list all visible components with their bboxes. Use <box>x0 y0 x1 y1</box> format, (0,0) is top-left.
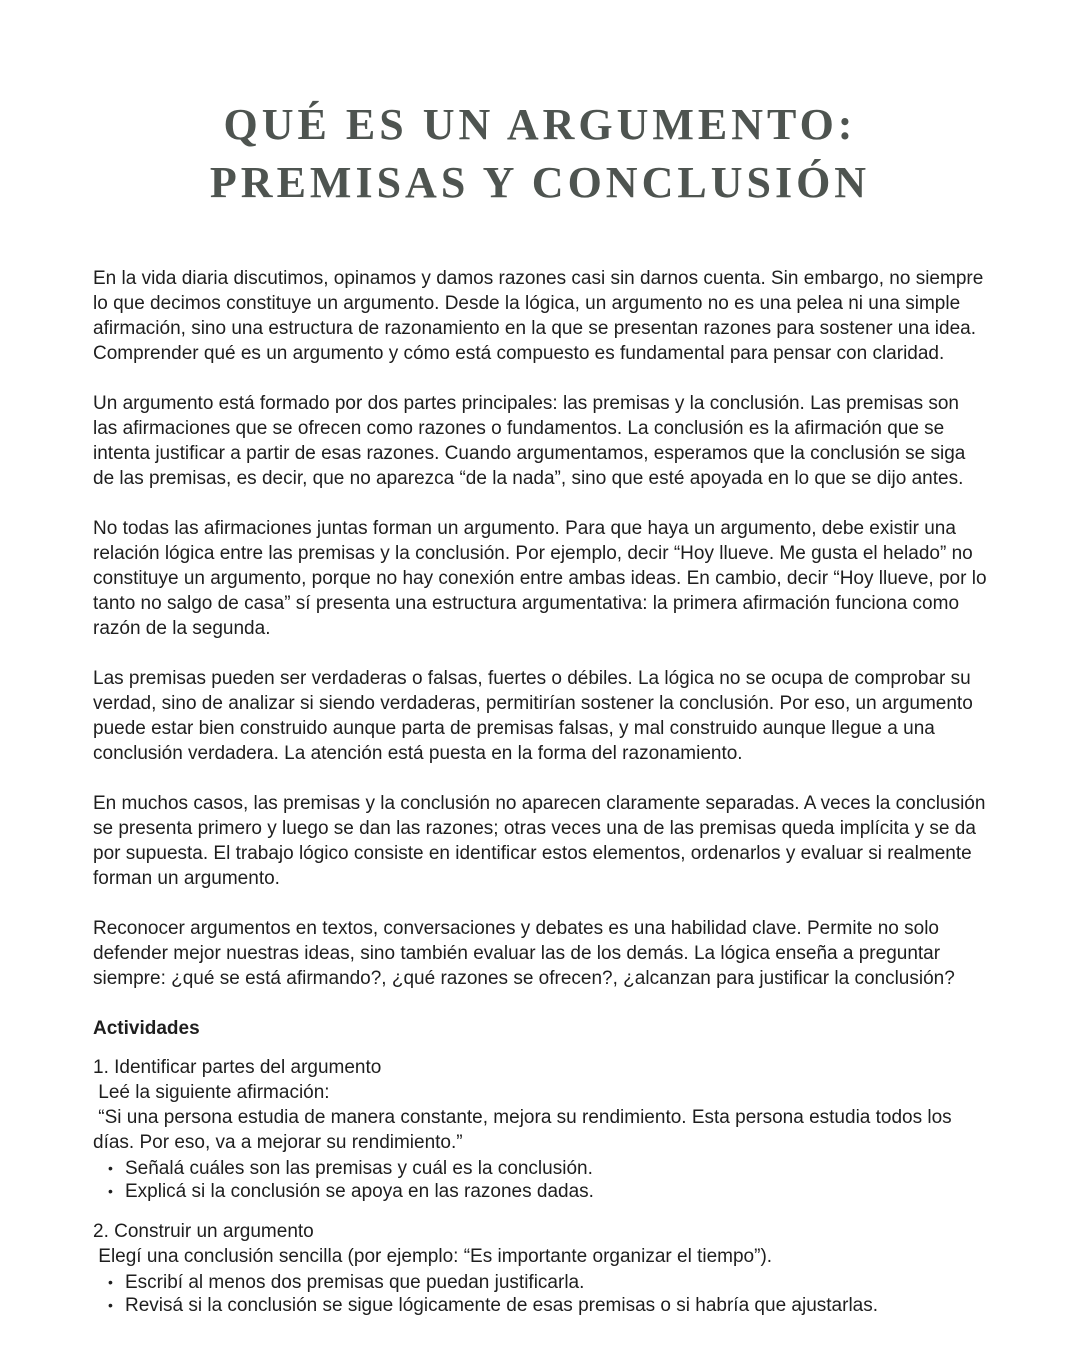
activity-1-bullet-1: Señalá cuáles son las premisas y cuál es la conclusión. <box>125 1158 593 1179</box>
activity-2-bullet-1: Escribí al menos dos premisas que puedan justificarla. <box>125 1272 585 1293</box>
activity-2-instruction: Elegí una conclusión sencilla (por ejemplo: “Es importante organizar el tiempo”). <box>93 1246 773 1267</box>
list-item <box>93 1271 987 1294</box>
page-title <box>93 96 987 212</box>
activity-2-title: 2. Construir un argumento <box>93 1221 314 1242</box>
list-item <box>93 1294 987 1317</box>
activity-1-title: 1. Identificar partes del argumento <box>93 1057 382 1078</box>
document-body <box>93 266 987 1317</box>
bullet-icon: • <box>108 1274 113 1290</box>
paragraph-true-false-premises: Las premisas pueden ser verdaderas o falsas, fuertes o débiles. La lógica no se ocupa de comprobar su verdad, sino de analizar si siendo verdaderas, permitirían sostener la conclusión. Por eso, un argumento puede estar bien construido aunque parta de premisas falsas, y mal construido aunque llegue a una conclusión verdadera. La atención está puesta en la forma del razonamiento. <box>93 668 973 764</box>
activity-2 <box>93 1219 987 1317</box>
list-item <box>93 1157 987 1180</box>
paragraph-logical-relation: No todas las afirmaciones juntas forman un argumento. Para que haya un argumento, debe existir una relación lógica entre las premisas y la conclusión. Por ejemplo, decir “Hoy llueve. Me gusta el helado” no constituye un argumento, porque no hay conexión entre ambas ideas. En cambio, decir “Hoy llueve, por lo tanto no salgo de casa” sí presenta una estructura argumentativa: la primera afirmación funciona como razón de la segunda. <box>93 518 987 639</box>
page-title-line-1: QUÉ ES UN ARGUMENTO: <box>223 100 857 149</box>
activity-1-bullet-2: Explicá si la conclusión se apoya en las razones dadas. <box>125 1181 594 1202</box>
activity-2-bullet-list <box>93 1271 987 1317</box>
activity-1-bullet-list <box>93 1157 987 1203</box>
bullet-icon: • <box>108 1297 113 1313</box>
activity-1-quote: “Si una persona estudia de manera constante, mejora su rendimiento. Esta persona estudia todos los días. Por eso, va a mejorar su rendimiento.” <box>93 1107 957 1153</box>
paragraph-implicit-premises: En muchos casos, las premisas y la conclusión no aparecen claramente separadas. A veces la conclusión se presenta primero y luego se dan las razones; otras veces una de las premisas queda implícita y se da por supuesta. El trabajo lógico consiste en identificar estos elementos, ordenarlos y evaluar si realmente forman un argumento. <box>93 793 986 889</box>
paragraph-recognizing-arguments: Reconocer argumentos en textos, conversaciones y debates es una habilidad clave. Permite no solo defender mejor nuestras ideas, sino también evaluar las de los demás. La lógica enseña a preguntar siempre: ¿qué se está afirmando?, ¿qué razones se ofrecen?, ¿alcanzan para justificar la conclusión? <box>93 918 955 989</box>
page-title-line-2: PREMISAS Y CONCLUSIÓN <box>209 158 871 207</box>
paragraph-parts: Un argumento está formado por dos partes principales: las premisas y la conclusión. Las premisas son las afirmaciones que se ofrecen como razones o fundamentos. La conclusión es la afirmación que se intenta justificar a partir de esas razones. Cuando argumentamos, esperamos que la conclusión se siga de las premisas, es decir, que no aparezca “de la nada”, sino que esté apoyada en lo que se dijo antes. <box>93 393 966 489</box>
bullet-icon: • <box>108 1160 113 1176</box>
paragraph-intro: En la vida diaria discutimos, opinamos y damos razones casi sin darnos cuenta. Sin embargo, no siempre lo que decimos constituye un argumento. Desde la lógica, un argumento no es una pelea ni una simple afirmación, sino una estructura de razonamiento en la que se presentan razones para sostener una idea. Comprender qué es un argumento y cómo está compuesto es fundamental para pensar con claridad. <box>93 268 984 364</box>
activity-2-bullet-2: Revisá si la conclusión se sigue lógicamente de esas premisas o si habría que ajustarlas. <box>125 1295 879 1316</box>
activity-1 <box>93 1055 987 1203</box>
activity-1-instruction: Leé la siguiente afirmación: <box>93 1082 330 1103</box>
list-item <box>93 1180 987 1203</box>
activities-heading: Actividades <box>93 1018 200 1039</box>
bullet-icon: • <box>108 1183 113 1199</box>
